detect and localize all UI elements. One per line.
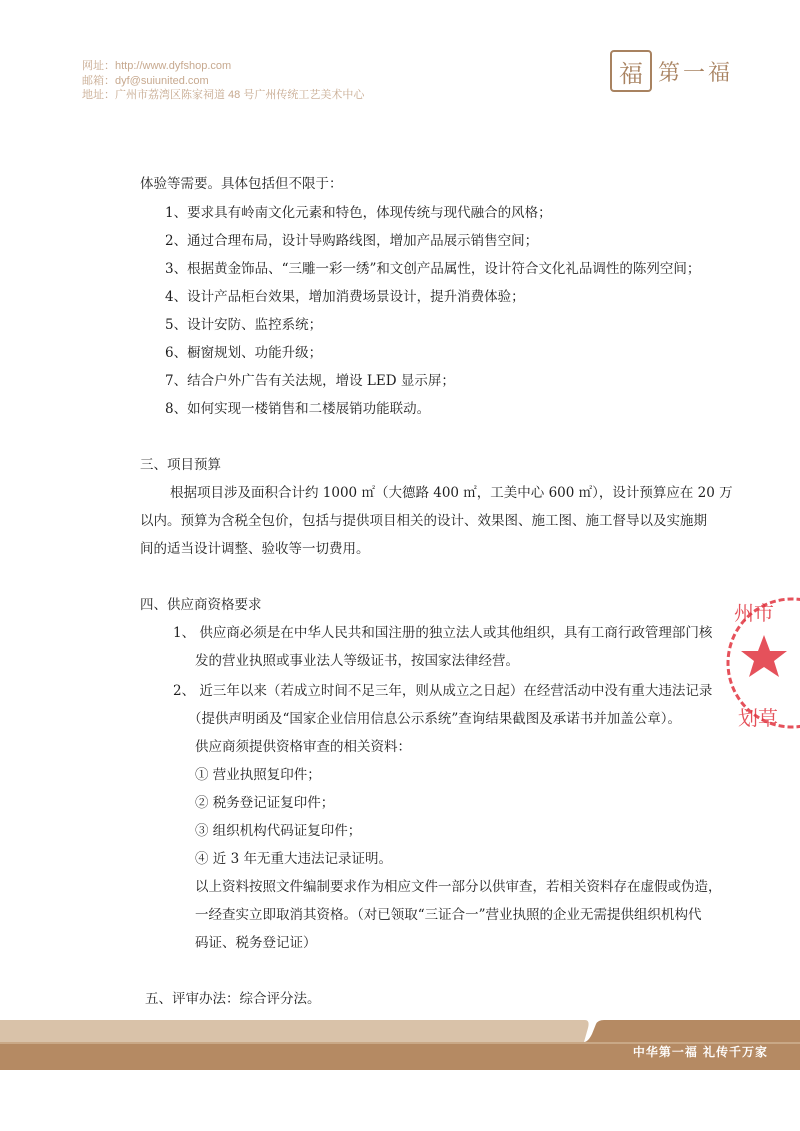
- stamp-star-icon: [741, 635, 787, 677]
- qualification-doc-4: ④ 近 3 年无重大违法记录证明。: [195, 851, 392, 867]
- requirement-3: 3、根据黄金饰品、“三雕一彩一绣”和文创产品属性，设计符合文化礼品调性的陈列空间；: [165, 261, 701, 277]
- qualification-item-2-line-1: 2、 近三年以来（若成立时间不足三年，则从成立之日起）在经营活动中没有重大违法记录: [173, 683, 713, 699]
- qualification-doc-3: ③ 组织机构代码证复印件；: [195, 823, 362, 839]
- header-website: 网址：http://www.dyfshop.com: [82, 60, 232, 72]
- qualification-docs-intro: 供应商须提供资格审查的相关资料：: [195, 739, 411, 755]
- header-contact: [82, 59, 364, 103]
- footer-slogan: 中华第一福 礼传千万家: [632, 1045, 768, 1059]
- requirement-1: 1、要求具有岭南文化元素和特色，体现传统与现代融合的风格；: [165, 205, 552, 221]
- logo-seal: 福: [610, 50, 652, 92]
- qualification-item-2-line-2: （提供声明函及“国家企业信用信息公示系统”查询结果截图及承诺书并加盖公章）。: [188, 711, 682, 727]
- section-qualification-heading: 四、供应商资格要求: [140, 597, 262, 613]
- section-budget-heading: 三、项目预算: [140, 457, 221, 473]
- requirement-8: 8、如何实现一楼销售和二楼展销功能联动。: [165, 401, 431, 417]
- budget-line-2: 以内。预算为含税全包价，包括与提供项目相关的设计、效果图、施工图、施工督导以及实施期: [140, 513, 707, 529]
- qualification-doc-2: ② 税务登记证复印件；: [195, 795, 335, 811]
- qualification-note-line-1: 以上资料按照文件编制要求作为相应文件一部分以供审查，若相关资料存在虚假或伪造，: [195, 879, 722, 895]
- section-evaluation: 五、评审办法：综合评分法。: [145, 991, 321, 1007]
- requirement-5: 5、设计安防、监控系统；: [165, 317, 323, 333]
- intro-line: 体验等需要。具体包括但不限于：: [140, 176, 343, 192]
- budget-line-1: 根据项目涉及面积合计约 1000 ㎡（大德路 400 ㎡，工美中心 600 ㎡），设计预算应在 20 万: [170, 485, 733, 501]
- header-address: 地址：广州市荔湾区陈家祠道 48 号广州传统工艺美术中心: [82, 89, 365, 101]
- requirement-4: 4、设计产品柜台效果，增加消费场景设计，提升消费体验；: [165, 289, 525, 305]
- header-email: 邮箱：dyf@suiunited.com: [82, 74, 209, 87]
- qualification-item-1-line-1: 1、 供应商必须是在中华人民共和国注册的独立法人或其他组织，具有工商行政管理部门核: [173, 625, 713, 641]
- stamp-text-top: 州市: [734, 601, 774, 625]
- requirement-6: 6、橱窗规划、功能升级；: [165, 345, 323, 361]
- qualification-item-1-line-2: 发的营业执照或事业法人等级证书，按国家法律经营。: [195, 653, 519, 669]
- requirement-7: 7、结合户外广告有关法规，增设 LED 显示屏；: [165, 373, 455, 389]
- qualification-note-line-3: 码证、税务登记证）: [195, 935, 317, 951]
- brand-logo: [610, 50, 740, 96]
- stamp-text-bottom: 划草: [738, 706, 778, 730]
- budget-line-3: 间的适当设计调整、验收等一切费用。: [140, 541, 370, 557]
- requirement-2: 2、通过合理布局，设计导购路线图，增加产品展示销售空间；: [165, 233, 539, 249]
- official-stamp: [722, 585, 800, 740]
- qualification-note-line-2: 一经查实立即取消其资格。（对已领取“三证合一”营业执照的企业无需提供组织机构代: [195, 907, 702, 923]
- qualification-doc-1: ① 营业执照复印件；: [195, 767, 321, 783]
- logo-text: 第一福: [658, 61, 734, 86]
